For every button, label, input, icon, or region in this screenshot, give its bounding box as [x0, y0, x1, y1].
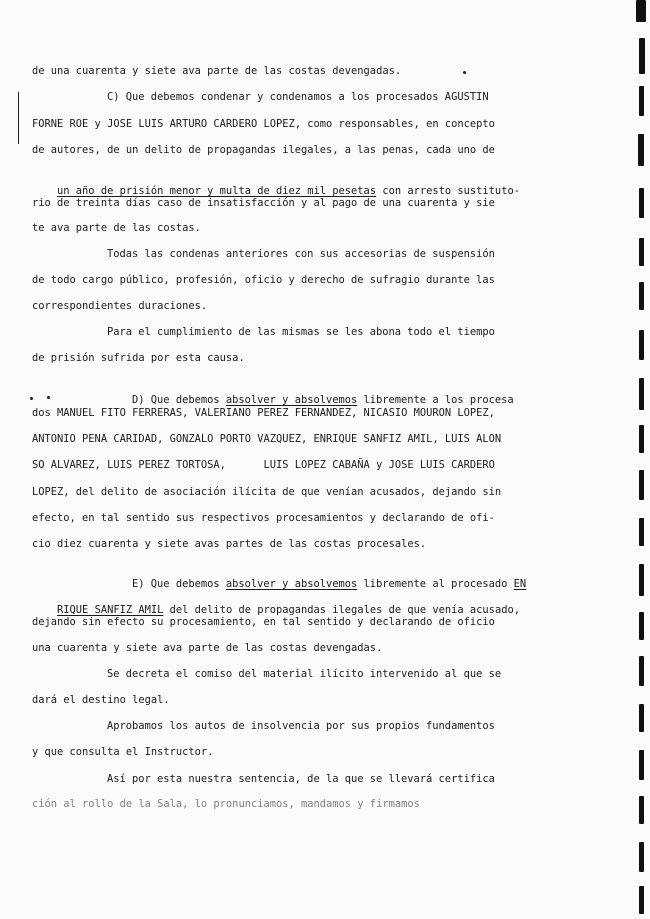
clause-d-rest: libremente a los procesa — [357, 394, 514, 406]
edge-mark — [638, 134, 644, 166]
text-line-8: Todas las condenas anteriores con sus accesorias de suspensión — [107, 248, 495, 260]
edge-mark — [639, 518, 644, 546]
text-line-6: rio de treinta días caso de insatisfacción y al pago de una cuarenta y sie — [32, 197, 495, 209]
text-line-16: SO ALVAREZ, LUIS PEREZ TORTOSA, LUIS LOPEZ CABAÑA y JOSE LUIS CARDERO — [32, 459, 495, 471]
binding-edge — [614, 0, 650, 919]
text-line-25: dará el destino legal. — [32, 694, 170, 706]
text-line-27: y que consulta el Instructor. — [32, 746, 214, 758]
edge-mark — [639, 704, 644, 732]
text-line-1: de una cuarenta y siete ava parte de las costas devengadas. — [32, 65, 402, 77]
edge-mark — [639, 188, 644, 218]
edge-mark — [639, 282, 644, 310]
text-line-28: Así por esta nuestra sentencia, de la que se llevará certifica — [107, 773, 495, 785]
edge-mark — [639, 750, 644, 780]
edge-mark — [639, 330, 644, 360]
edge-mark — [639, 796, 644, 824]
margin-mark — [18, 92, 19, 144]
clause-e-name-continued: RIQUE SANFIZ AMIL — [57, 604, 164, 616]
clause-e-name-underlined: EN — [513, 578, 527, 590]
text-line-18: efecto, en tal sentido sus respectivos procesamientos y declarando de ofi- — [32, 512, 495, 524]
clause-d-start: D) Que debemos — [132, 394, 226, 406]
edge-mark — [639, 378, 644, 410]
clause-e-middle: libremente al procesado — [357, 578, 514, 590]
edge-mark — [639, 564, 644, 596]
ink-speck — [463, 71, 466, 74]
text-line-22: dejando sin efecto su procesamiento, en tal sentido y declarando de oficio — [32, 616, 495, 628]
edge-mark — [639, 470, 644, 500]
clause-e-absolve-underlined: absolver y absolvemos — [225, 578, 358, 590]
text-line-17: LOPEZ, del delito de asociación ilícita de que venían acusados, dejando sin — [32, 486, 502, 498]
text-line-26: Aprobamos los autos de insolvencia por sus propios fundamentos — [107, 720, 495, 732]
text-line-3: FORNE ROE y JOSE LUIS ARTURO CARDERO LOPEZ, como responsables, en concepto — [32, 118, 495, 130]
sentence-penalty-underlined: un año de prisión menor y multa de diez mil pesetas — [57, 185, 377, 197]
ink-speck — [47, 396, 50, 399]
edge-mark — [639, 886, 644, 914]
edge-mark — [639, 656, 644, 686]
text-line-12: de prisión sufrida por esta causa. — [32, 352, 245, 364]
text-line-9: de todo cargo público, profesión, oficio y derecho de sufragio durante las — [32, 274, 495, 286]
text-line-24: Se decreta el comiso del material ilícito intervenido al que se — [107, 668, 502, 680]
edge-mark — [639, 842, 644, 872]
clause-e-start: E) Que debemos — [132, 578, 226, 590]
edge-mark — [639, 86, 644, 116]
text-line-7: te ava parte de las costas. — [32, 222, 201, 234]
text-line-11: Para el cumplimiento de las mismas se les abona todo el tiempo — [107, 326, 495, 338]
text-line-29: ción al rollo de la Sala, lo pronunciamos, mandamos y firmamos — [32, 798, 420, 810]
text-line-10: correspondientes duraciones. — [32, 300, 208, 312]
clause-d-absolve-underlined: absolver y absolvemos — [225, 394, 358, 406]
text-line-15: ANTONIO PENA CARIDAD, GONZALO PORTO VAZQUEZ, ENRIQUE SANFIZ AMIL, LUIS ALON — [32, 433, 502, 445]
edge-mark — [639, 425, 644, 453]
text-line-19: cio diez cuarenta y siete avas partes de las costas procesales. — [32, 538, 427, 550]
sentence-penalty-rest: con arresto sustituto- — [376, 185, 520, 197]
edge-mark — [639, 238, 644, 266]
text-line-4: de autores, de un delito de propagandas ilegales, a las penas, cada uno de — [32, 144, 495, 156]
edge-mark — [639, 38, 645, 74]
text-line-23: una cuarenta y siete ava parte de las costas devengadas. — [32, 642, 383, 654]
ink-speck — [30, 397, 33, 400]
edge-mark — [636, 0, 646, 22]
text-line-14: dos MANUEL FITO FERRERAS, VALERIANO PEREZ FERNANDEZ, NICASIO MOURON LOPEZ, — [32, 407, 495, 419]
text-line-2: C) Que debemos condenar y condenamos a los procesados AGUSTIN — [107, 91, 489, 103]
clause-e-line-rest: del delito de propagandas ilegales de que venía acusado, — [163, 604, 520, 616]
edge-mark — [639, 612, 644, 640]
